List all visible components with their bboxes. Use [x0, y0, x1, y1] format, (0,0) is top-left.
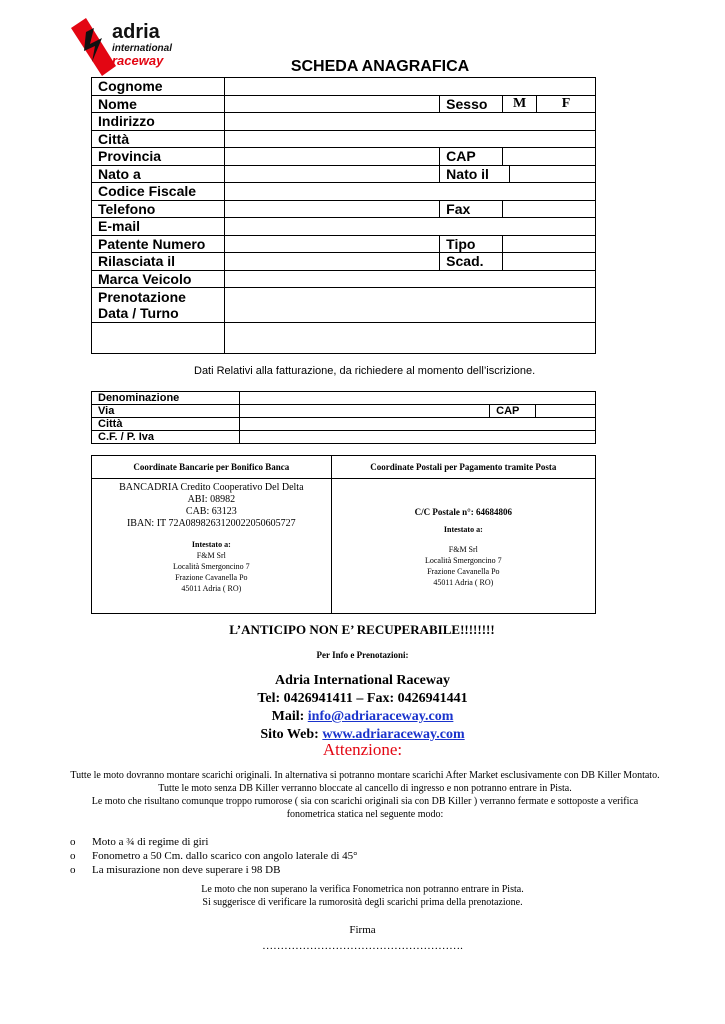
field-provincia[interactable]	[224, 148, 439, 166]
label-billing-citta: Città	[92, 418, 240, 431]
attention-p3: Le moto che risultano comunque troppo rumorose ( sia con scarichi originali sia con DB Killer ) verranno fermate e sottoposte a verifica fonometrica statica nel seguente modo:	[91, 796, 639, 820]
label-fax: Fax	[440, 200, 503, 218]
row-cf	[92, 431, 596, 444]
logo	[68, 18, 183, 80]
label-citta: Città	[92, 130, 225, 148]
page-title: SCHEDA ANAGRAFICA	[290, 58, 470, 75]
label-nato-il: Nato il	[440, 165, 510, 183]
label-tipo: Tipo	[440, 235, 503, 253]
rule-item: o Fonometro a 50 Cm. dallo scarico con angolo laterale di 45°	[70, 849, 358, 863]
row-email	[92, 218, 596, 236]
signature-label: Firma	[349, 924, 376, 936]
rule-item: o La misurazione non deve superare i 98 DB	[70, 863, 358, 877]
label-rilasciata: Rilasciata il	[92, 253, 225, 271]
web-line: Sito Web: www.adriaraceway.com	[260, 727, 465, 742]
logo-line3: raceway	[112, 53, 164, 68]
field-via[interactable]	[239, 405, 489, 418]
label-marca: Marca Veicolo	[92, 270, 225, 288]
anticipo-warning: L’ANTICIPO NON E’ RECUPERABILE!!!!!!!!	[229, 622, 495, 637]
row-rilasciata	[92, 253, 596, 271]
label-sesso: Sesso	[440, 95, 503, 113]
label-email: E-mail	[92, 218, 225, 236]
row-via	[92, 405, 596, 418]
sesso-m[interactable]: M	[503, 95, 537, 113]
bank-header: Coordinate Bancarie per Bonifico Banca	[92, 456, 332, 479]
row-codice-fiscale	[92, 183, 596, 201]
attention-p2: Tutte le moto senza DB Killer verranno bloccate al cancello di ingresso e non potranno entrare in Pista.	[158, 783, 572, 794]
signature-block	[0, 922, 725, 954]
label-scad: Scad.	[440, 253, 503, 271]
info-label: Per Info e Prenotazioni:	[316, 650, 409, 660]
billing-table	[91, 391, 596, 444]
row-provincia	[92, 148, 596, 166]
label-prenotazione: Prenotazione Data / Turno	[92, 288, 225, 323]
field-billing-citta[interactable]	[239, 418, 595, 431]
field-extra[interactable]	[224, 323, 595, 354]
row-denominazione	[92, 392, 596, 405]
signature-line[interactable]: ……………………………………………….	[262, 940, 463, 952]
field-marca[interactable]	[224, 270, 595, 288]
row-nome	[92, 95, 596, 113]
final-note-2: Si suggerisce di verificare la rumorosità degli scarichi prima della prenotazione.	[202, 897, 523, 908]
label-cognome: Cognome	[92, 78, 225, 96]
label-via: Via	[92, 405, 240, 418]
row-telefono	[92, 200, 596, 218]
row-nato	[92, 165, 596, 183]
logo-line2: international	[112, 43, 173, 54]
field-cap[interactable]	[503, 148, 596, 166]
post-details: C/C Postale n°: 64684806 Intestato a: F&M Srl Località Smergoncino 7 Frazione Cavanella Po 45011 Adria ( RO)	[331, 479, 595, 614]
sesso-f[interactable]: F	[537, 95, 596, 113]
final-notes	[0, 883, 725, 909]
label-nome: Nome	[92, 95, 225, 113]
row-citta	[92, 130, 596, 148]
post-header: Coordinate Postali per Pagamento tramite Posta	[331, 456, 595, 479]
mail-link[interactable]: info@adriaraceway.com	[307, 709, 454, 724]
field-cognome[interactable]	[224, 78, 595, 96]
field-indirizzo[interactable]	[224, 113, 595, 131]
contact-block	[0, 672, 725, 744]
field-fax[interactable]	[503, 200, 596, 218]
label-denominazione: Denominazione	[92, 392, 240, 405]
final-note-1: Le moto che non superano la verifica Fonometrica non potranno entrare in Pista.	[201, 884, 524, 895]
label-cap: CAP	[440, 148, 503, 166]
mail-line: Mail: info@adriaraceway.com	[271, 709, 454, 724]
field-denominazione[interactable]	[239, 392, 595, 405]
measure-rules	[70, 835, 358, 877]
field-telefono[interactable]	[224, 200, 439, 218]
label-telefono: Telefono	[92, 200, 225, 218]
field-citta[interactable]	[224, 130, 595, 148]
tel-fax: Tel: 0426941411 – Fax: 0426941441	[257, 691, 468, 706]
bank-details: BANCADRIA Credito Cooperativo Del Delta ABI: 08982 CAB: 63123 IBAN: IT 72A0898263120022050605727 Intestato a: F&M Srl Località Smergoncino 7 Frazione Cavanella Po 45011 Adria ( RO)	[92, 479, 332, 614]
row-cognome	[92, 78, 596, 96]
web-link[interactable]: www.adriaraceway.com	[322, 727, 465, 742]
field-billing-cap[interactable]	[536, 405, 596, 418]
payment-coordinates-table	[91, 455, 596, 614]
attention-p1: Tutte le moto dovranno montare scarichi originali. In alternativa si potranno montare scarichi After Market esclusivamente con DB Killer Montato.	[70, 770, 660, 781]
row-marca	[92, 270, 596, 288]
row-patente	[92, 235, 596, 253]
field-scad[interactable]	[503, 253, 596, 271]
logo-line1: adria	[112, 21, 160, 43]
field-rilasciata[interactable]	[224, 253, 439, 271]
registration-table	[91, 77, 596, 354]
row-billing-citta	[92, 418, 596, 431]
billing-note: Dati Relativi alla fatturazione, da richiedere al momento dell’iscrizione.	[194, 365, 536, 377]
row-prenotazione	[92, 288, 596, 323]
row-blank	[92, 323, 596, 354]
label-codice-fiscale: Codice Fiscale	[92, 183, 225, 201]
label-provincia: Provincia	[92, 148, 225, 166]
rule-item: o Moto a ¾ di regime di giri	[70, 835, 358, 849]
field-prenotazione[interactable]	[224, 288, 595, 323]
field-codice-fiscale[interactable]	[224, 183, 595, 201]
company-name: Adria International Raceway	[275, 673, 450, 688]
field-email[interactable]	[224, 218, 595, 236]
field-patente[interactable]	[224, 235, 439, 253]
field-tipo[interactable]	[503, 235, 596, 253]
field-nato-a[interactable]	[224, 165, 439, 183]
field-nome[interactable]	[224, 95, 439, 113]
field-cf[interactable]	[239, 431, 595, 444]
label-nato-a: Nato a	[92, 165, 225, 183]
attention-title: Attenzione:	[322, 740, 403, 759]
field-nato-il[interactable]	[510, 165, 596, 183]
label-billing-cap: CAP	[490, 405, 536, 418]
attention-text	[70, 769, 660, 821]
label-patente: Patente Numero	[92, 235, 225, 253]
label-cf: C.F. / P. Iva	[92, 431, 240, 444]
label-indirizzo: Indirizzo	[92, 113, 225, 131]
row-indirizzo	[92, 113, 596, 131]
